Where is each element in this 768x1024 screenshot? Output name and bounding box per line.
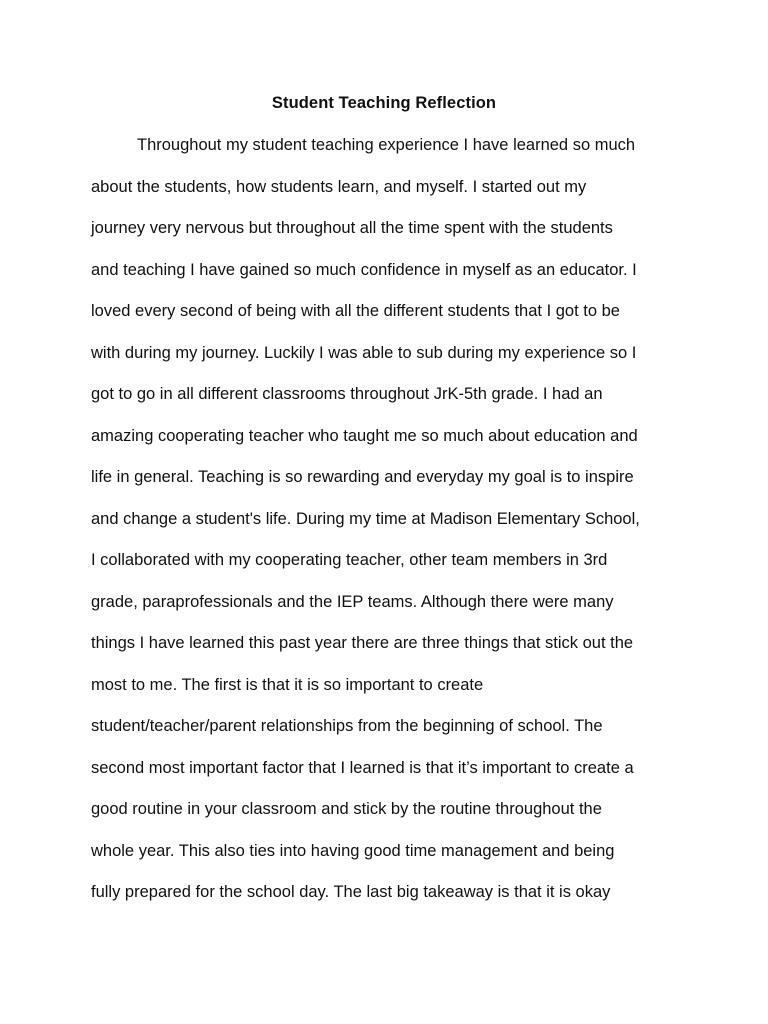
body-line: student/teacher/parent relationships from the beginning of school. The <box>91 717 603 735</box>
body-line: whole year. This also ties into having good time management and being <box>91 841 615 860</box>
body-line: journey very nervous but throughout all the time spent with the students <box>91 219 613 237</box>
body-line: things I have learned this past year there are three things that stick out the <box>91 634 634 652</box>
body-line: life in general. Teaching is so rewarding and everyday my goal is to inspire <box>91 468 634 486</box>
document-body <box>91 133 691 922</box>
body-line: with during my journey. Luckily I was able to sub during my experience so I <box>91 343 637 362</box>
body-line: and change a student's life. During my time at Madison Elementary School, <box>91 509 640 528</box>
document-title: Student Teaching Reflection <box>271 94 497 112</box>
body-line: I collaborated with my cooperating teacher, other team members in 3rd <box>91 551 608 569</box>
body-line: amazing cooperating teacher who taught me so much about education and <box>91 426 638 445</box>
body-line: about the students, how students learn, and myself. I started out my <box>91 177 587 196</box>
body-line: loved every second of being with all the different students that I got to be <box>91 302 620 320</box>
body-line: good routine in your classroom and stick by the routine throughout the <box>91 800 602 818</box>
body-line: most to me. The first is that it is so important to create <box>91 675 484 694</box>
body-line: grade, paraprofessionals and the IEP teams. Although there were many <box>91 592 614 611</box>
body-line: got to go in all different classrooms throughout JrK-5th grade. I had an <box>91 385 603 403</box>
body-line: second most important factor that I learned is that it’s important to create a <box>91 758 634 777</box>
body-line: fully prepared for the school day. The last big takeaway is that it is okay <box>91 883 611 901</box>
body-line: Throughout my student teaching experience I have learned so much <box>137 136 636 154</box>
body-line: and teaching I have gained so much confidence in myself as an educator. I <box>91 260 637 279</box>
